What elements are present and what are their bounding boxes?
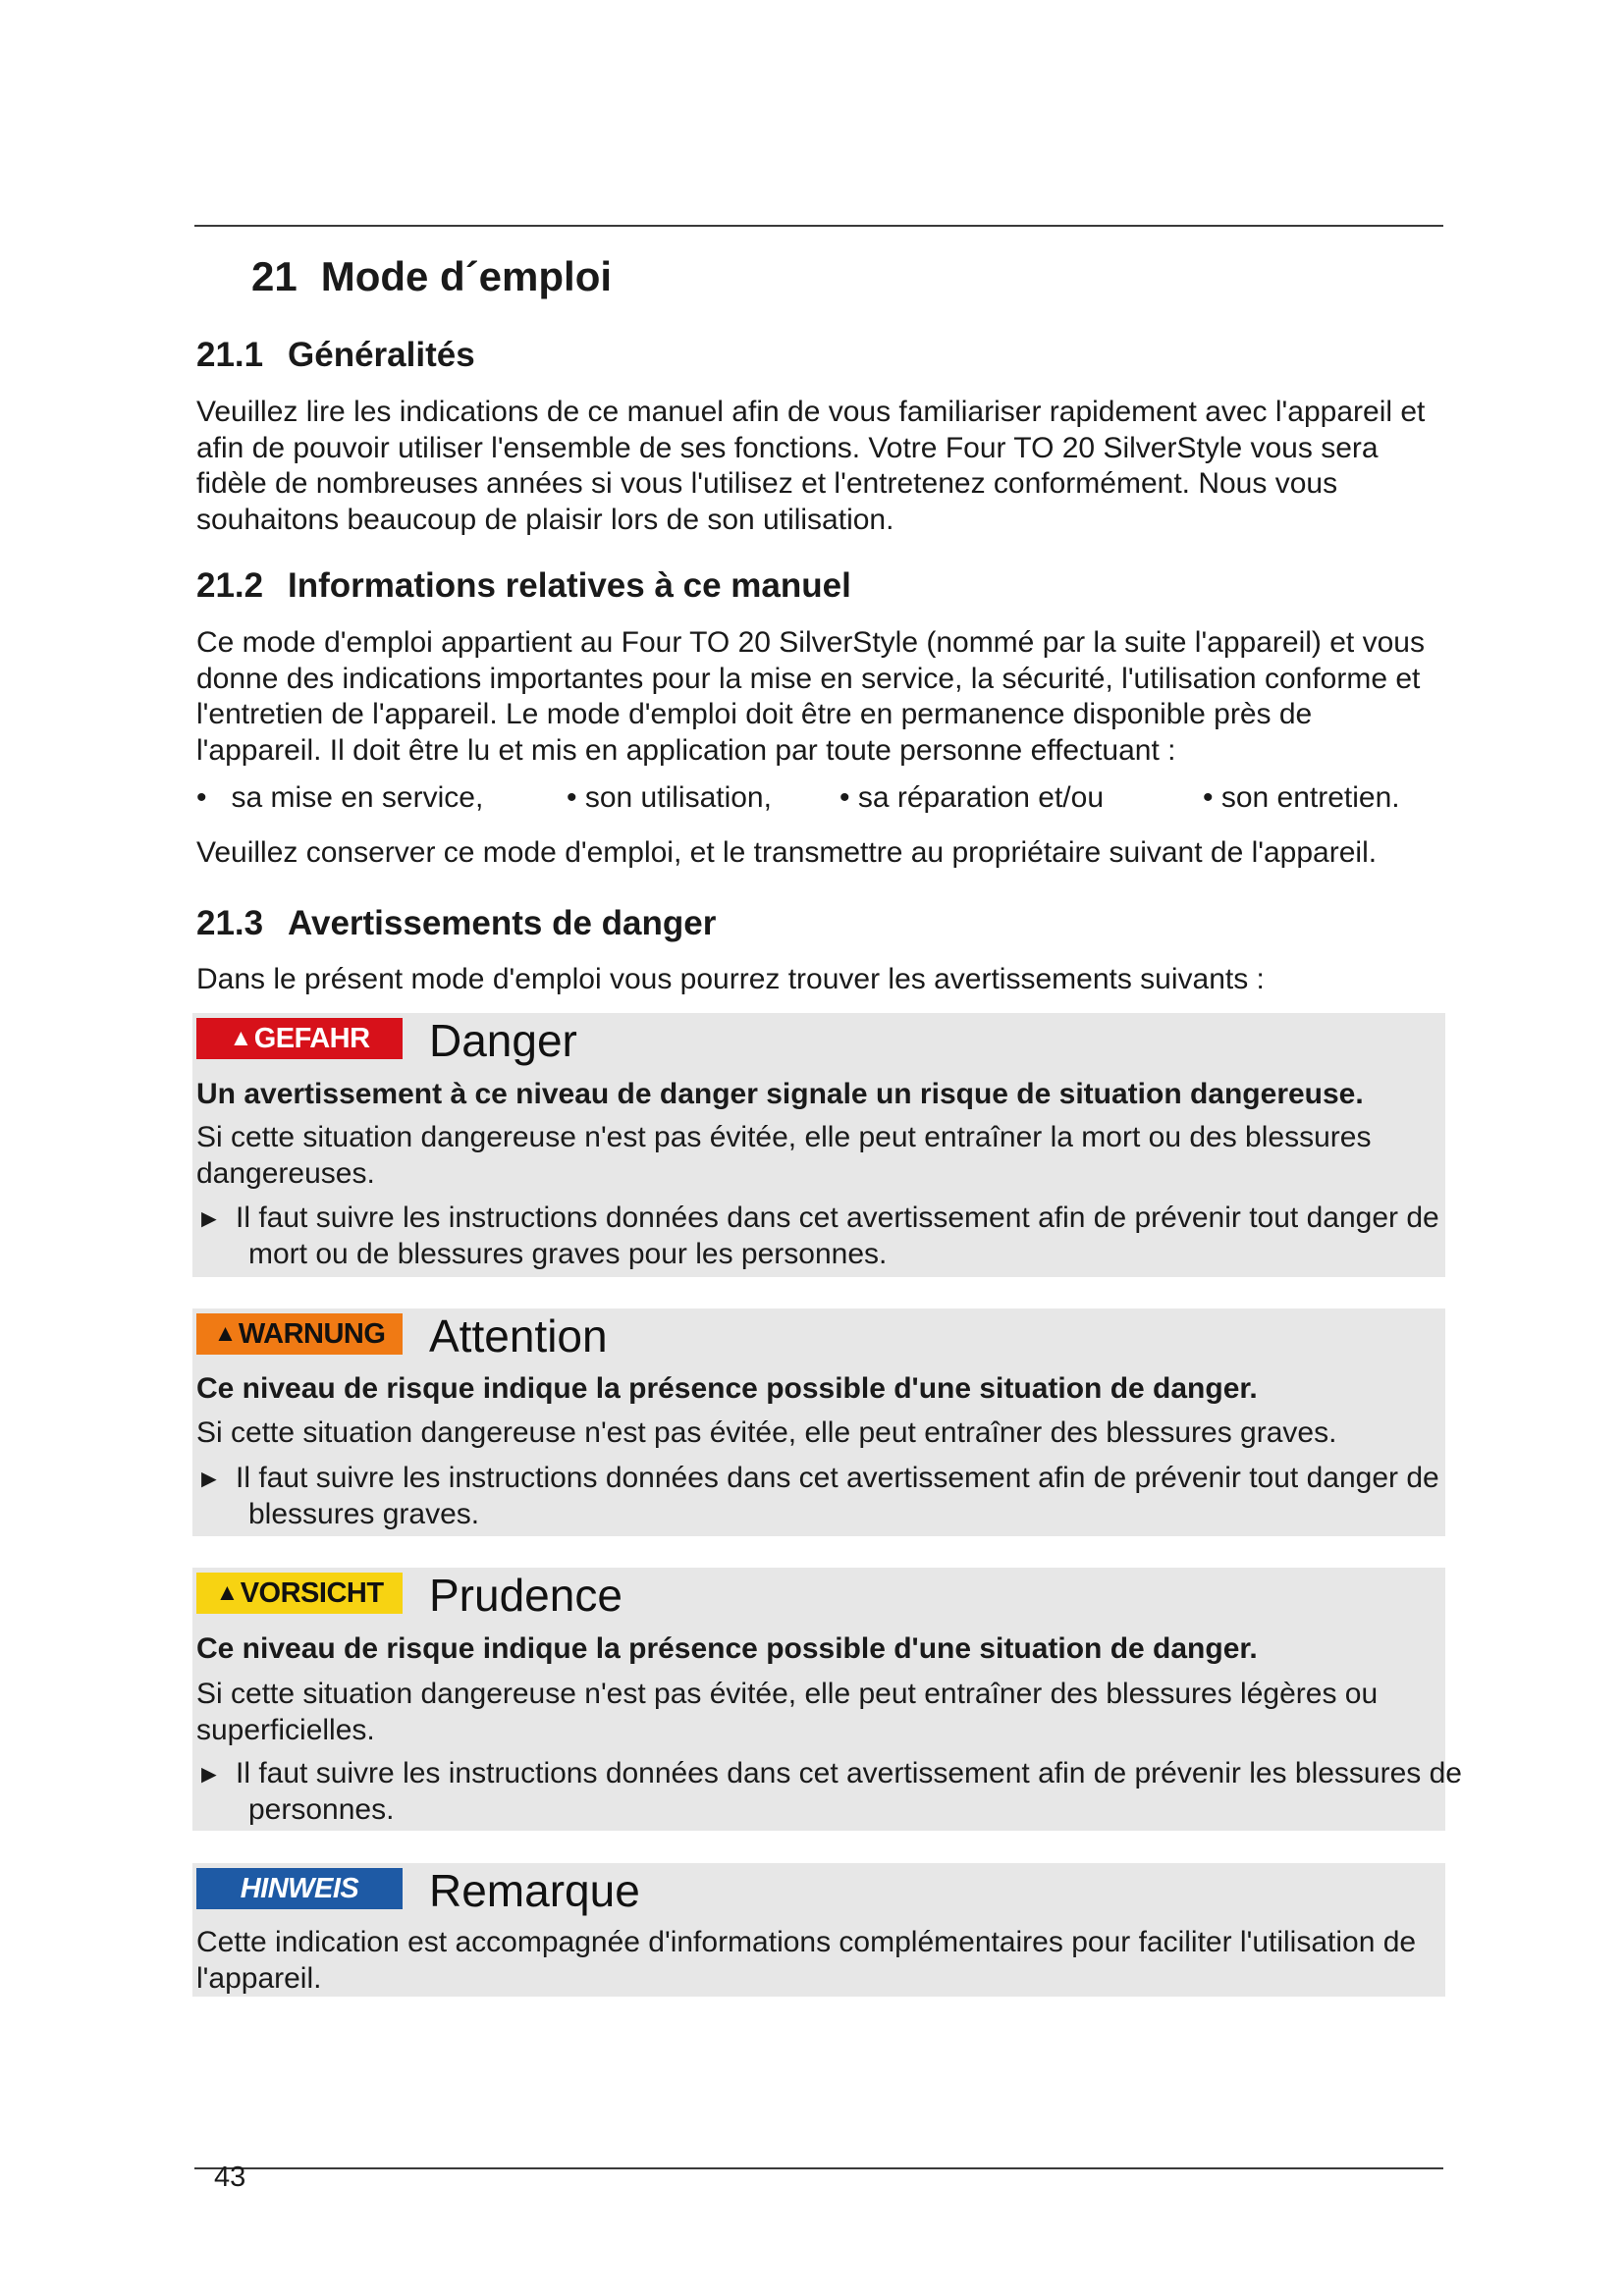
warning-title: Attention (429, 1310, 608, 1362)
section-paragraph-generalites: Veuillez lire les indications de ce manuel afin de vous familiariser rapidement avec l'appareil et afin de pouvoir utiliser l'ensemble de ses fonctions. Votre Four TO 20 SilverStyle vous sera fidèle de nombreuses années si vous l'utilisez et l'entretenez conformément. Nous vous souhaitons beaucoup de plaisir lors de son utilisation. (196, 396, 1426, 536)
arrow-right-icon: ► (196, 1759, 222, 1789)
list-item-text: sa réparation et/ou (857, 781, 1105, 814)
warning-bold-text: Un avertissement à ce niveau de danger signale un risque de situation dangereuse. (196, 1078, 1364, 1110)
list-item-text: son entretien. (1220, 781, 1400, 814)
warning-step (196, 1756, 1495, 1828)
section-heading-avertissements (196, 904, 716, 943)
section-title: Avertissements de danger (288, 904, 717, 942)
section-number: 21.1 (196, 336, 264, 374)
info-box-remarque (192, 1863, 1445, 1997)
warning-title: Prudence (429, 1570, 623, 1621)
warning-step-text: Il faut suivre les instructions données dans cet avertissement afin de prévenir les blessures de personnes. (236, 1757, 1462, 1826)
chapter-title (251, 253, 612, 300)
warning-box-prudence (192, 1568, 1462, 1831)
warning-triangle-icon: ▲ (215, 1579, 239, 1606)
section-number: 21.3 (196, 904, 264, 942)
section-paragraph-avertissements: Dans le présent mode d'emploi vous pourrez trouver les avertissements suivants : (196, 963, 1265, 995)
section-paragraph-conserver: Veuillez conserver ce mode d'emploi, et le transmettre au propriétaire suivant de l'appareil. (196, 836, 1378, 869)
section-paragraph-informations: Ce mode d'emploi appartient au Four TO 20 SilverStyle (nommé par la suite l'appareil) et vous donne des indications importantes pour la mise en service, la sécurité, l'utilisation conforme et l'entretien de l'appareil. Le mode d'emploi doit être en permanence disponible près de l'appareil. Il doit être lu et mis en application par toute personne effectuant : (196, 626, 1425, 767)
warning-step-text: Il faut suivre les instructions données dans cet avertissement afin de prévenir tout danger de mort ou de blessures graves pour les personnes. (236, 1201, 1439, 1270)
header-rule (194, 225, 1443, 227)
section-number: 21.2 (196, 566, 264, 605)
warnung-badge (196, 1313, 403, 1355)
warning-step-text: Il faut suivre les instructions données dans cet avertissement afin de prévenir tout danger de blessures graves. (236, 1462, 1439, 1530)
section-heading-informations (196, 566, 851, 606)
badge-label: WARNUNG (238, 1317, 386, 1350)
page-number: 43 (214, 2162, 246, 2193)
list-item: • son utilisation, (567, 781, 772, 814)
footer-rule (194, 2167, 1443, 2169)
warning-step (196, 1461, 1495, 1532)
warning-step (196, 1201, 1495, 1272)
hinweis-badge (196, 1868, 403, 1909)
list-item-text: son utilisation, (584, 781, 772, 814)
chapter-number: 21 (251, 253, 298, 299)
warning-text: Si cette situation dangereuse n'est pas évitée, elle peut entraîner des blessures légères ou superficielles. (196, 1678, 1379, 1746)
info-title: Remarque (429, 1865, 640, 1916)
warning-title: Danger (429, 1015, 577, 1066)
list-item: • sa réparation et/ou (839, 781, 1105, 814)
vorsicht-badge (196, 1573, 403, 1614)
arrow-right-icon: ► (196, 1203, 222, 1233)
list-item-text: sa mise en service, (231, 781, 484, 814)
list-item: • sa mise en service, (196, 781, 484, 814)
warning-box-attention (192, 1308, 1445, 1536)
warning-triangle-icon: ▲ (213, 1320, 237, 1347)
section-title: Informations relatives à ce manuel (288, 566, 851, 605)
warning-text: Si cette situation dangereuse n'est pas évitée, elle peut entraîner la mort ou des blessures dangereuses. (196, 1121, 1372, 1190)
warning-bold-text: Ce niveau de risque indique la présence possible d'une situation de danger. (196, 1632, 1258, 1665)
chapter-title-text: Mode d´emploi (320, 253, 613, 299)
badge-label: HINWEIS (240, 1872, 359, 1904)
warning-bold-text: Ce niveau de risque indique la présence possible d'une situation de danger. (196, 1372, 1258, 1405)
list-item: • son entretien. (1203, 781, 1400, 814)
info-text: Cette indication est accompagnée d'informations complémentaires pour faciliter l'utilisation de l'appareil. (196, 1926, 1417, 1995)
arrow-right-icon: ► (196, 1464, 222, 1493)
section-heading-generalites (196, 336, 475, 375)
warning-text: Si cette situation dangereuse n'est pas évitée, elle peut entraîner des blessures graves. (196, 1416, 1337, 1449)
warning-box-danger (192, 1013, 1445, 1277)
gefahr-badge (196, 1018, 403, 1059)
badge-label: GEFAHR (253, 1022, 370, 1054)
section-title: Généralités (288, 336, 475, 374)
warning-triangle-icon: ▲ (229, 1025, 252, 1051)
badge-label: VORSICHT (240, 1576, 384, 1609)
bullet-list (196, 781, 1445, 821)
